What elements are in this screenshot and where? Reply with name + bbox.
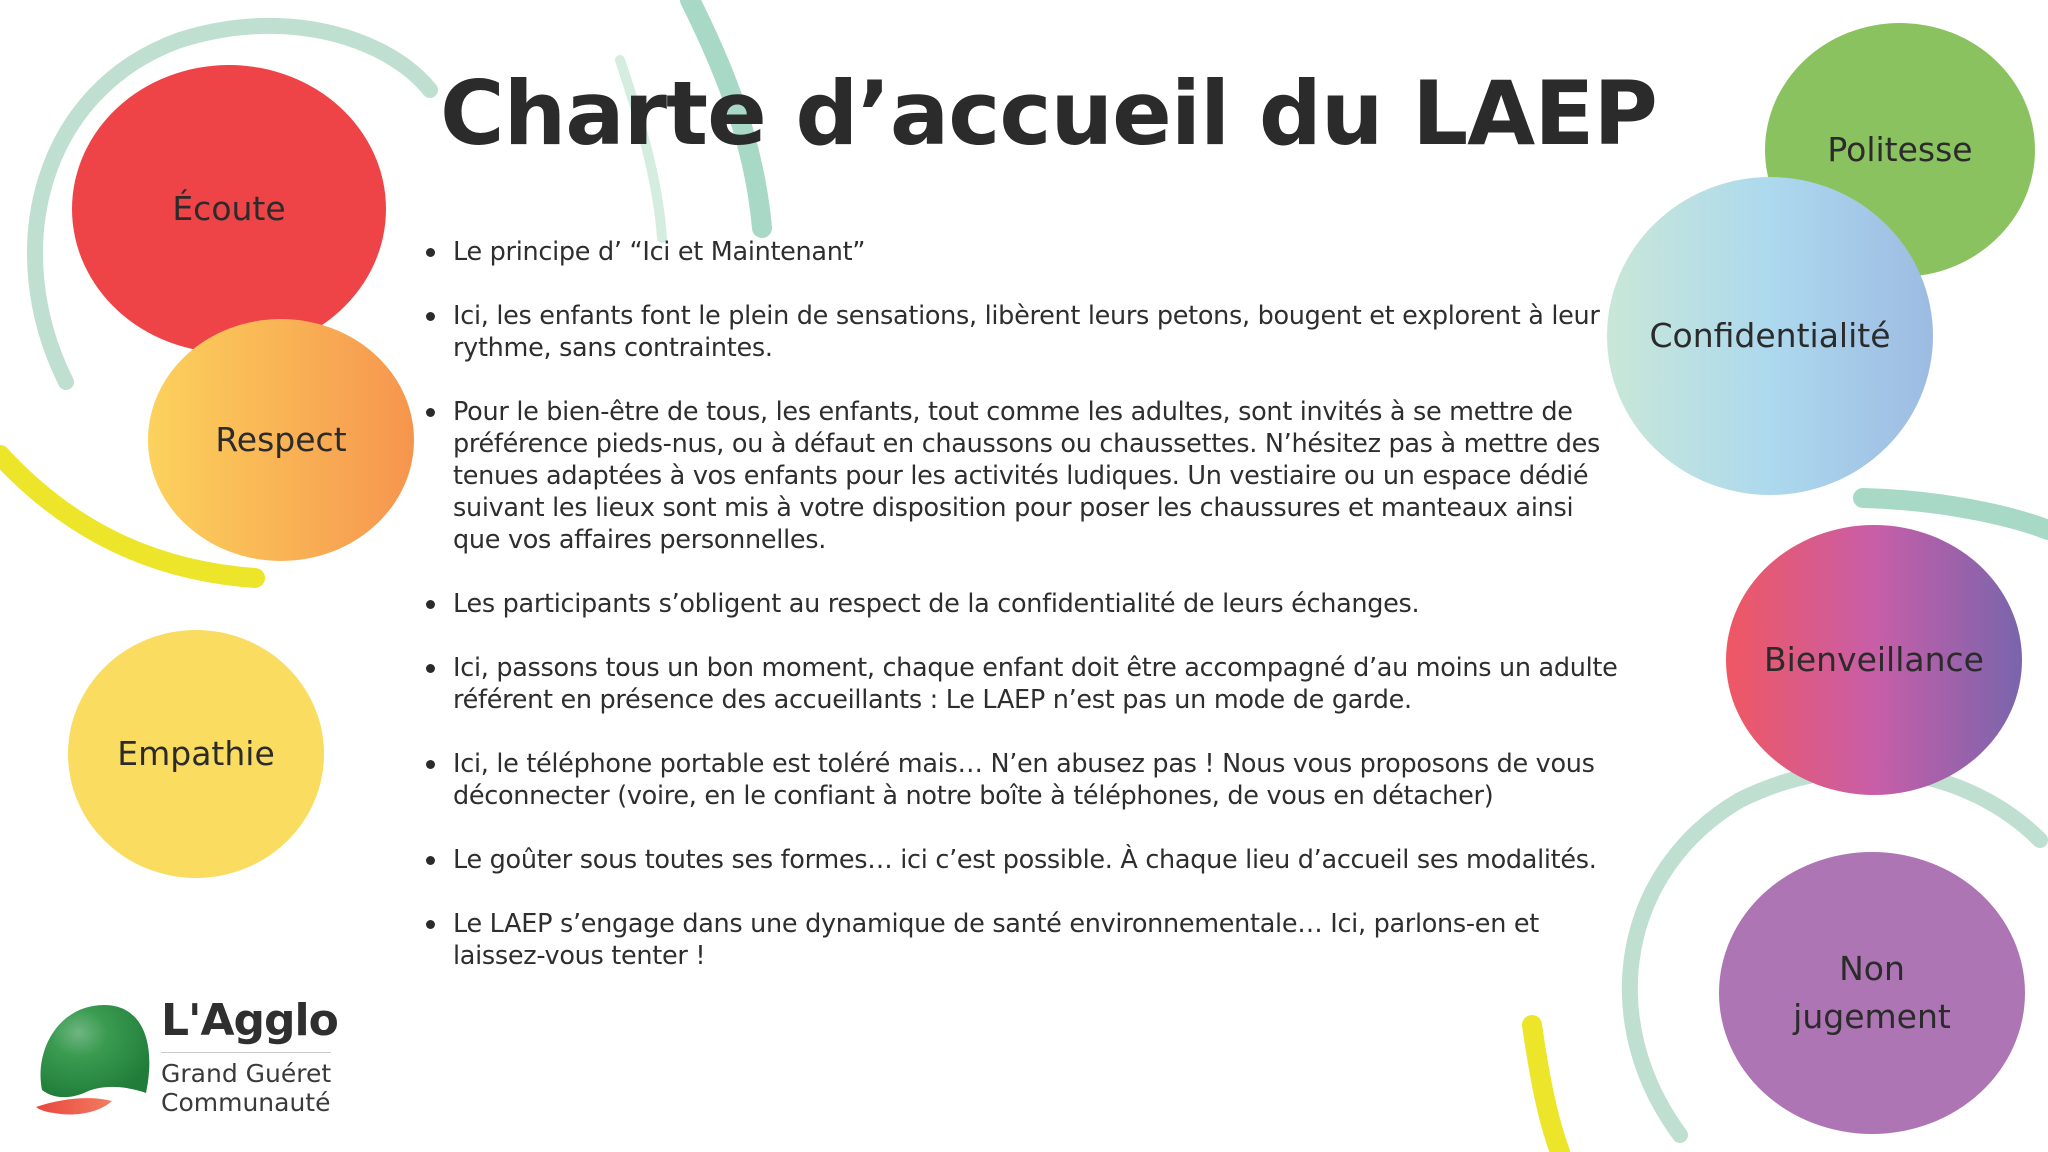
charter-item [424, 588, 1624, 620]
bullet-icon [426, 664, 435, 673]
bullet-icon [426, 600, 435, 609]
charter-item-text: Ici, les enfants font le plein de sensations, libèrent leurs petons, bougent et explorent à leur rythme, sans contraintes. [453, 301, 1600, 363]
charter-item-text: Ici, passons tous un bon moment, chaque enfant doit être accompagné d’au moins un adulte référent en présence des accueillants : Le LAEP n’est pas un mode de garde. [453, 653, 1618, 715]
arc-yellow-bottom [1532, 1025, 1560, 1152]
charter-item-text: Les participants s’obligent au respect de la confidentialité de leurs échanges. [453, 589, 1420, 619]
bullet-icon [426, 408, 435, 417]
charter-item [424, 844, 1624, 876]
charter-item-text: Pour le bien-être de tous, les enfants, tout comme les adultes, sont invités à se mettre de préférence pieds-nus, ou à défaut en chaussons ou chaussettes. N’hésitez pas à mettre des tenues adaptées à vos enfants pour les activités ludiques. Un vestiaire ou un espace dédié suivant les lieux sont mis à votre disposition pour poser les chaussures et manteaux ainsi que vos affaires personnelles. [453, 397, 1600, 555]
logo-divider [161, 1052, 331, 1053]
charter-item [424, 908, 1624, 972]
agglo-logo-name: L'Agglo [161, 995, 338, 1046]
agglo-logo [34, 995, 354, 1125]
charter-item [424, 748, 1624, 812]
charter-item-text: Le principe d’ “Ici et Maintenant” [453, 237, 866, 267]
value-bubble-politesse: Politesse [1765, 23, 2035, 277]
bullet-icon [426, 760, 435, 769]
value-bubble-empathie: Empathie [68, 630, 324, 878]
bullet-icon [426, 856, 435, 865]
charter-list [424, 236, 1624, 1004]
value-bubble-respect: Respect [148, 319, 414, 561]
value-bubble-non-jugement-label: Non jugement [1793, 949, 1951, 1036]
bullet-icon [426, 920, 435, 929]
charter-item [424, 396, 1624, 556]
value-bubble-confidentialite: Confidentialité [1607, 177, 1933, 495]
charter-item-text: Le goûter sous toutes ses formes… ici c’est possible. À chaque lieu d’accueil ses modalités. [453, 845, 1597, 875]
charter-item-text: Ici, le téléphone portable est toléré mais… N’en abusez pas ! Nous vous proposons de vous déconnecter (voire, en le confiant à notre boîte à téléphones, de vous en détacher) [453, 749, 1595, 811]
value-bubble-non-jugement [1719, 852, 2025, 1134]
agglo-logo-mark-icon [34, 995, 164, 1125]
value-bubble-ecoute: Écoute [72, 65, 386, 353]
agglo-logo-line1: Grand Guéret [161, 1059, 332, 1088]
page-title: Charte d’accueil du LAEP [440, 62, 1657, 165]
value-bubble-bienveillance: Bienveillance [1726, 525, 2022, 795]
bullet-icon [426, 248, 435, 257]
charter-item [424, 652, 1624, 716]
charter-item [424, 236, 1624, 268]
bullet-icon [426, 312, 435, 321]
charter-item-text: Le LAEP s’engage dans une dynamique de santé environnementale… Ici, parlons-en et laissez-vous tenter ! [453, 909, 1539, 971]
agglo-logo-line2: Communauté [161, 1088, 331, 1117]
charter-item [424, 300, 1624, 364]
